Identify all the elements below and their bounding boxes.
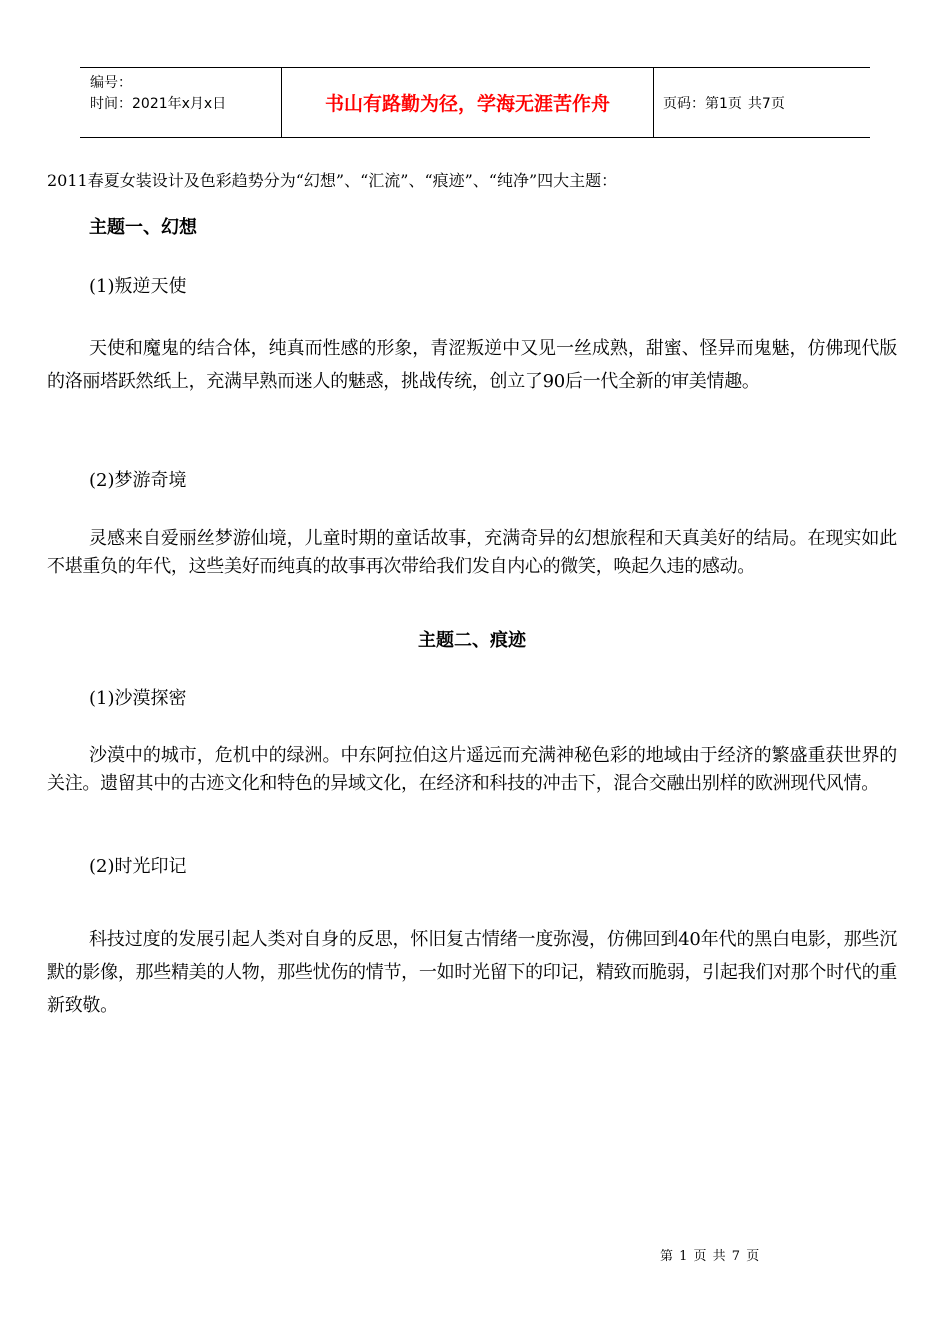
theme2-sub2-heading: (2)时光印记	[89, 856, 187, 877]
doc-time-label: 时间：2021年x月x日	[90, 96, 227, 112]
page-footer: 第 1 页 共 7 页	[660, 1249, 761, 1264]
header-motto: 书山有路勤为径，学海无涯苦作舟	[281, 68, 654, 137]
theme2-heading: 主题二、痕迹	[418, 630, 526, 651]
page-header	[80, 67, 870, 138]
header-page-info	[654, 68, 870, 137]
doc-number-label: 编号：	[90, 75, 132, 91]
header-page-label: 页码：第1页	[663, 95, 742, 112]
theme2-sub2-paragraph: 科技过度的发展引起人类对自身的反思，怀旧复古情绪一度弥漫，仿佛回到40年代的黑白电影，那些沉默的影像，那些精美的人物，那些忧伤的情节，一如时光留下的印记，精致而脆弱，引起我们对那个时代的重新致敬。	[47, 929, 897, 1016]
intro-paragraph: 2011春夏女装设计及色彩趋势分为“幻想”、“汇流”、“痕迹”、“纯净”四大主题：	[47, 171, 618, 190]
theme1-sub1-heading: (1)叛逆天使	[89, 276, 187, 297]
theme2-sub1-heading: (1)沙漠探密	[89, 688, 187, 709]
header-meta	[80, 68, 281, 137]
header-total-label: 共7页	[747, 95, 785, 112]
theme2-sub1-paragraph: 沙漠中的城市，危机中的绿洲。中东阿拉伯这片遥远而充满神秘色彩的地域由于经济的繁盛重获世界的关注。遗留其中的古迹文化和特色的异域文化，在经济和科技的冲击下，混合交融出别样的欧洲现代风情。	[47, 745, 897, 794]
theme1-sub2-paragraph: 灵感来自爱丽丝梦游仙境，儿童时期的童话故事，充满奇异的幻想旅程和天真美好的结局。在现实如此不堪重负的年代，这些美好而纯真的故事再次带给我们发自内心的微笑，唤起久违的感动。	[47, 528, 897, 577]
theme1-sub1-paragraph: 天使和魔鬼的结合体，纯真而性感的形象，青涩叛逆中又见一丝成熟，甜蜜、怪异而鬼魅，仿佛现代版的洛丽塔跃然纸上，充满早熟而迷人的魅惑，挑战传统，创立了90后一代全新的审美情趣。	[47, 338, 897, 392]
theme1-heading: 主题一、幻想	[89, 217, 197, 238]
theme1-sub2-heading: (2)梦游奇境	[89, 470, 187, 491]
